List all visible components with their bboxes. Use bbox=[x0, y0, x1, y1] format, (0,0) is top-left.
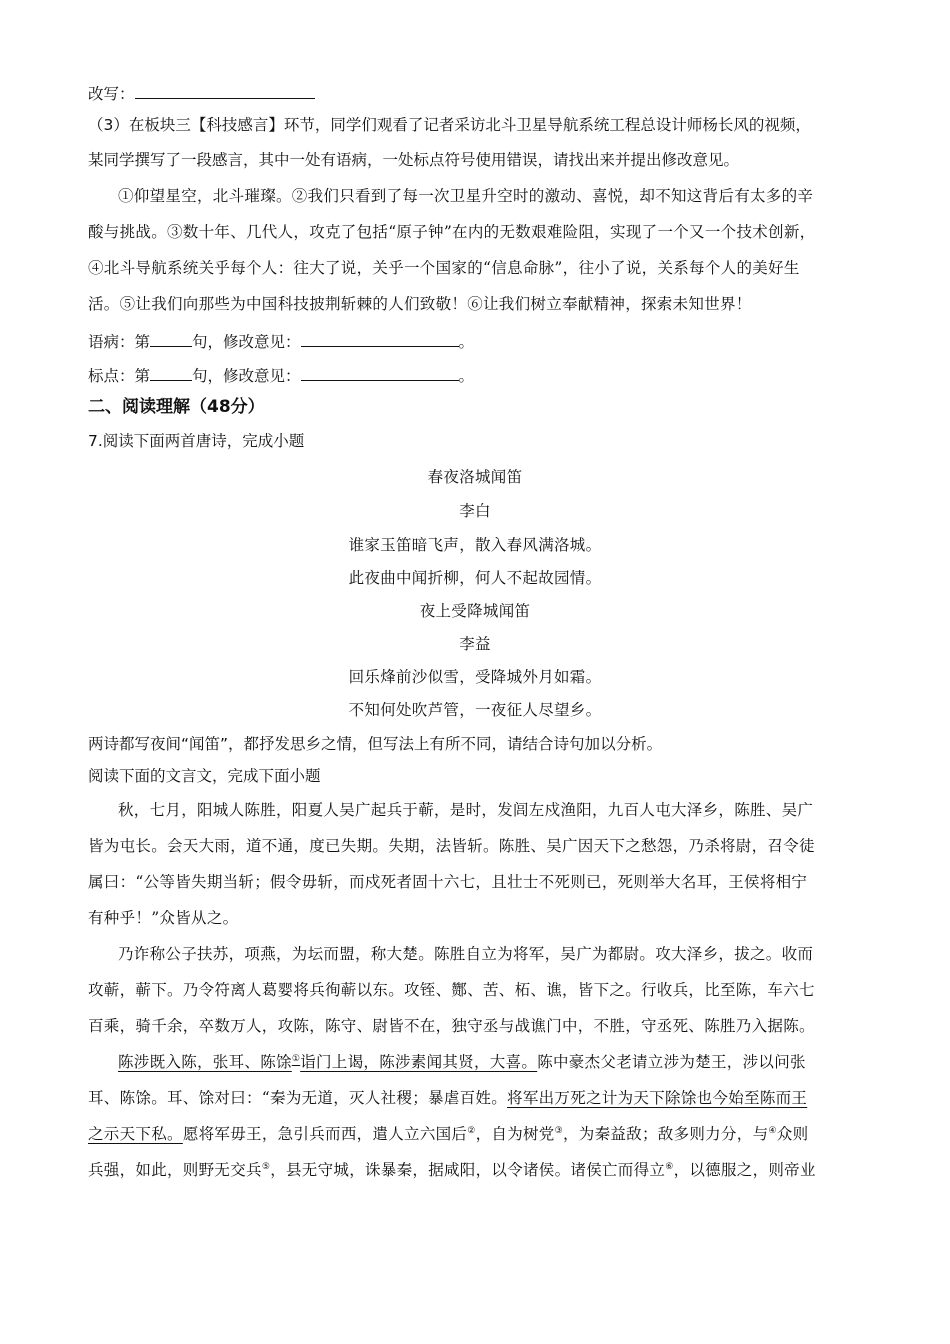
underlined-sentence: 将军出万死之计为天下除馀也今始至陈而王 bbox=[507, 1089, 808, 1107]
footnote-marker: ⑥ bbox=[665, 1161, 674, 1172]
biaodian-opinion-blank[interactable] bbox=[301, 364, 459, 381]
classical-text: 耳、陈馀。耳、馀对曰：“秦为无道，灭人社稷；暴虐百姓。 bbox=[88, 1089, 508, 1107]
footnote-marker: ② bbox=[467, 1125, 476, 1136]
classical-line bbox=[88, 1124, 808, 1144]
poem1-title: 春夜洛城闻笛 bbox=[427, 468, 523, 486]
q3-prompt-line2: 某同学撰写了一段感言，其中一处有语病，一处标点符号使用错误，请找出来并提出修改意见。 bbox=[88, 151, 740, 169]
rewrite-label: 改写： bbox=[88, 85, 135, 103]
yubing-label-suffix: 句，修改意见： bbox=[192, 333, 301, 351]
q3-passage-line3: ④北斗导航系统关乎每个人：往大了说，关乎一个国家的“信息命脉”，往小了说，关系每个人的美好生 bbox=[88, 259, 800, 277]
poem1-line2: 此夜曲中闻折柳，何人不起故园情。 bbox=[348, 569, 602, 587]
rewrite-row bbox=[88, 82, 315, 104]
poem2-author: 李益 bbox=[459, 635, 491, 653]
yubing-label: 语病：第 bbox=[88, 333, 151, 351]
classical-line bbox=[118, 1052, 806, 1072]
biaodian-row bbox=[88, 364, 474, 386]
q7-question: 两诗都写夜间“闻笛”，都抒发思乡之情，但写法上有所不同，请结合诗句加以分析。 bbox=[88, 735, 663, 753]
classical-line: 有种乎！”众皆从之。 bbox=[88, 909, 239, 927]
biaodian-label: 标点：第 bbox=[88, 367, 151, 385]
classical-text: ，自为树党 bbox=[475, 1125, 555, 1143]
q3-passage-line2: 酸与挑战。③数十年、几代人，攻克了包括“原子钟”在内的无数艰难险阻，实现了一个又一个技术创新， bbox=[88, 223, 816, 241]
q3-passage-line1: ①仰望星空，北斗璀璨。②我们只看到了每一次卫星升空时的激动、喜悦，却不知这背后有太多的辛 bbox=[118, 187, 814, 205]
classical-line: 属曰：“公等皆失期当斩；假令毋斩，而戍死者固十六七，且壮士不死则已，死则举大名耳，王侯将相宁 bbox=[88, 873, 808, 891]
q7-intro: 7.阅读下面两首唐诗，完成小题 bbox=[88, 432, 305, 450]
classical-line: 皆为屯长。会天大雨，道不通，度已失期。失期，法皆斩。陈胜、吴广因天下之愁怨，乃杀将尉，召令徒 bbox=[88, 837, 815, 855]
classical-line: 乃诈称公子扶苏，项燕，为坛而盟，称大楚。陈胜自立为将军，吴广为都尉。攻大泽乡，拔之。收而 bbox=[118, 945, 814, 963]
biaodian-sentence-blank[interactable] bbox=[150, 364, 192, 381]
classical-line: 攻蕲，蕲下。乃令符离人葛婴将兵徇蕲以东。攻铚、酂、苦、柘、谯，皆下之。行收兵，比至陈，车六七 bbox=[88, 981, 815, 999]
biaodian-period: 。 bbox=[458, 367, 475, 385]
classical-text: 众则 bbox=[776, 1125, 809, 1143]
classical-intro: 阅读下面的文言文，完成下面小题 bbox=[88, 767, 321, 785]
underlined-sentence: 之示天下私。 bbox=[88, 1125, 183, 1143]
classical-text: ，为秦益敌；敌多则力分，与 bbox=[562, 1125, 769, 1143]
biaodian-label-suffix: 句，修改意见： bbox=[192, 367, 301, 385]
yubing-row bbox=[88, 330, 474, 352]
footnote-marker: ④ bbox=[768, 1125, 777, 1136]
classical-line bbox=[88, 1088, 807, 1108]
classical-text: ，以德服之，则帝业 bbox=[673, 1161, 816, 1179]
footnote-marker: ⑤ bbox=[261, 1161, 271, 1172]
yubing-sentence-blank[interactable] bbox=[150, 330, 192, 347]
underlined-sentence: 诣门上谒，陈涉素闻其贤，大喜。 bbox=[300, 1053, 538, 1071]
classical-text: 兵强，如此，则野无交兵 bbox=[88, 1161, 262, 1179]
footnote-marker: ① bbox=[291, 1053, 301, 1064]
poem1-line1: 谁家玉笛暗飞声，散入春风满洛城。 bbox=[348, 536, 602, 554]
poem2-title: 夜上受降城闻笛 bbox=[419, 602, 531, 620]
classical-text: ，县无守城，诛暴秦，据咸阳，以令诸侯。诸侯亡而得立 bbox=[270, 1161, 666, 1179]
classical-line: 秋，七月，阳城人陈胜，阳夏人吴广起兵于蕲，是时，发闾左戍渔阳，九百人屯大泽乡，陈胜、吴广 bbox=[118, 801, 814, 819]
q3-prompt-line1: （3）在板块三【科技感言】环节，同学们观看了记者采访北斗卫星导航系统工程总设计师杨长风的视频， bbox=[88, 116, 811, 134]
poem1-author: 李白 bbox=[459, 502, 491, 520]
classical-text: 陈中豪杰父老请立涉为楚王，涉以问张 bbox=[537, 1053, 806, 1071]
classical-text: 愿将军毋王，急引兵而西，遣人立六国后 bbox=[182, 1125, 468, 1143]
classical-line: 百乘，骑千余，卒数万人，攻陈，陈守、尉皆不在，独守丞与战谯门中，不胜，守丞死、陈胜乃入据陈。 bbox=[88, 1017, 815, 1035]
rewrite-answer-blank[interactable] bbox=[135, 82, 315, 99]
section-title: 二、阅读理解（48分） bbox=[88, 397, 265, 417]
yubing-period: 。 bbox=[458, 333, 475, 351]
classical-line bbox=[88, 1160, 816, 1180]
yubing-opinion-blank[interactable] bbox=[301, 330, 459, 347]
underlined-sentence: 陈涉既入陈，张耳、陈馀 bbox=[118, 1053, 292, 1071]
poem2-line2: 不知何处吹芦管，一夜征人尽望乡。 bbox=[348, 701, 602, 719]
poem2-line1: 回乐烽前沙似雪，受降城外月如霜。 bbox=[348, 668, 602, 686]
q3-passage-line4: 活。⑤让我们向那些为中国科技披荆斩棘的人们致敬！⑥让我们树立奉献精神，探索未知世界！ bbox=[88, 295, 752, 313]
footnote-marker: ③ bbox=[554, 1125, 563, 1136]
